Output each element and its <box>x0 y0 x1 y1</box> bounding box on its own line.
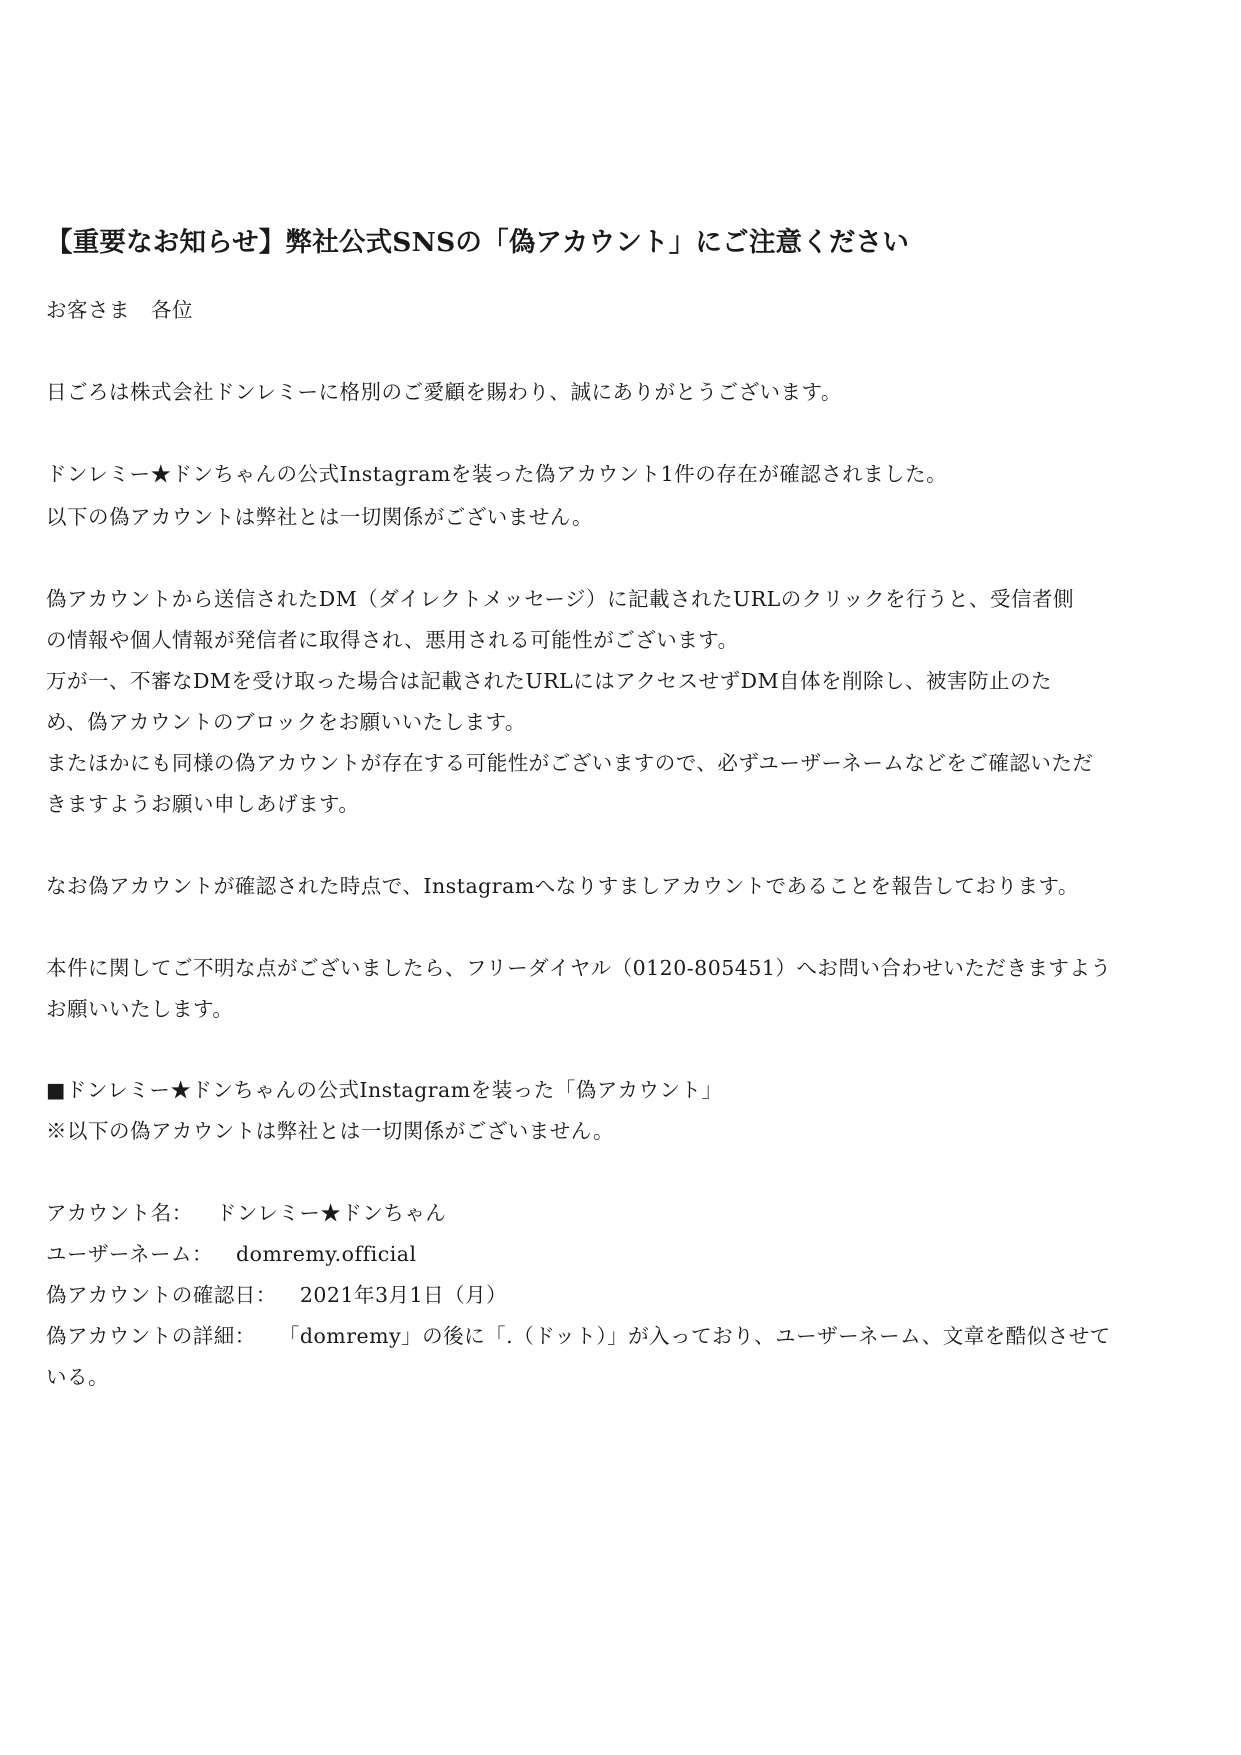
account-name-label: アカウント名： <box>46 1201 193 1225</box>
date-value: 2021年3月1日（月） <box>299 1283 508 1307</box>
greeting: 日ごろは株式会社ドンレミーに格別のご愛顧を賜わり、誠にありがとうございます。 <box>46 380 842 404</box>
para2-line5: またほかにも同様の偽アカウントが存在する可能性がございますので、必ずユーザーネームなどをご確認いただ <box>46 751 1094 775</box>
para2-line3: 万が一、不審なDMを受け取った場合は記載されたURLにはアクセスせずDM自体を削除し、被害防止のた <box>46 669 1053 693</box>
username-value: domremy.official <box>236 1242 417 1266</box>
account-name-row <box>46 1199 446 1227</box>
notice-title: 【重要なお知らせ】弊社公式SNSの「偽アカウント」にご注意ください <box>46 227 910 258</box>
salutation: お客さま 各位 <box>46 298 193 322</box>
para2-line2: の情報や個人情報が発信者に取得され、悪用される可能性がございます。 <box>46 628 739 652</box>
detail-label: 偽アカウントの詳細： <box>46 1324 256 1348</box>
date-label: 偽アカウントの確認日： <box>46 1283 277 1307</box>
detail-row <box>46 1322 1111 1350</box>
account-name-value: ドンレミー★ドンちゃん <box>215 1201 447 1225</box>
username-row <box>46 1240 417 1268</box>
section-note: ※以下の偽アカウントは弊社とは一切関係がございません。 <box>46 1119 615 1143</box>
para4-line2: お願いいたします。 <box>46 997 234 1021</box>
para3: なお偽アカウントが確認された時点で、Instagramへなりすましアカウントであることを報告しております。 <box>46 874 1079 898</box>
para2-line1: 偽アカウントから送信されたDM（ダイレクトメッセージ）に記載されたURLのクリックを行うと、受信者側 <box>46 587 1074 611</box>
detail-value: 「domremy」の後に「.（ドット）」が入っており、ユーザーネーム、文章を酷似させて <box>278 1324 1111 1348</box>
section-heading: ■ドンレミー★ドンちゃんの公式Instagramを装った「偽アカウント」 <box>46 1078 723 1102</box>
username-label: ユーザーネーム： <box>46 1242 213 1266</box>
para4-line1: 本件に関してご不明な点がございましたら、フリーダイヤル（0120-805451）へお問い合わせいただきますよう <box>46 956 1112 980</box>
para1-line1: ドンレミー★ドンちゃんの公式Instagramを装った偽アカウント1件の存在が確認されました。 <box>46 462 948 486</box>
para2-line6: きますようお願い申しあげます。 <box>46 792 360 816</box>
para1-line2: 以下の偽アカウントは弊社とは一切関係がございません。 <box>46 505 594 529</box>
date-row <box>46 1281 507 1309</box>
para2-line4: め、偽アカウントのブロックをお願いいたします。 <box>46 710 526 734</box>
detail-row-cont: いる。 <box>46 1365 109 1389</box>
